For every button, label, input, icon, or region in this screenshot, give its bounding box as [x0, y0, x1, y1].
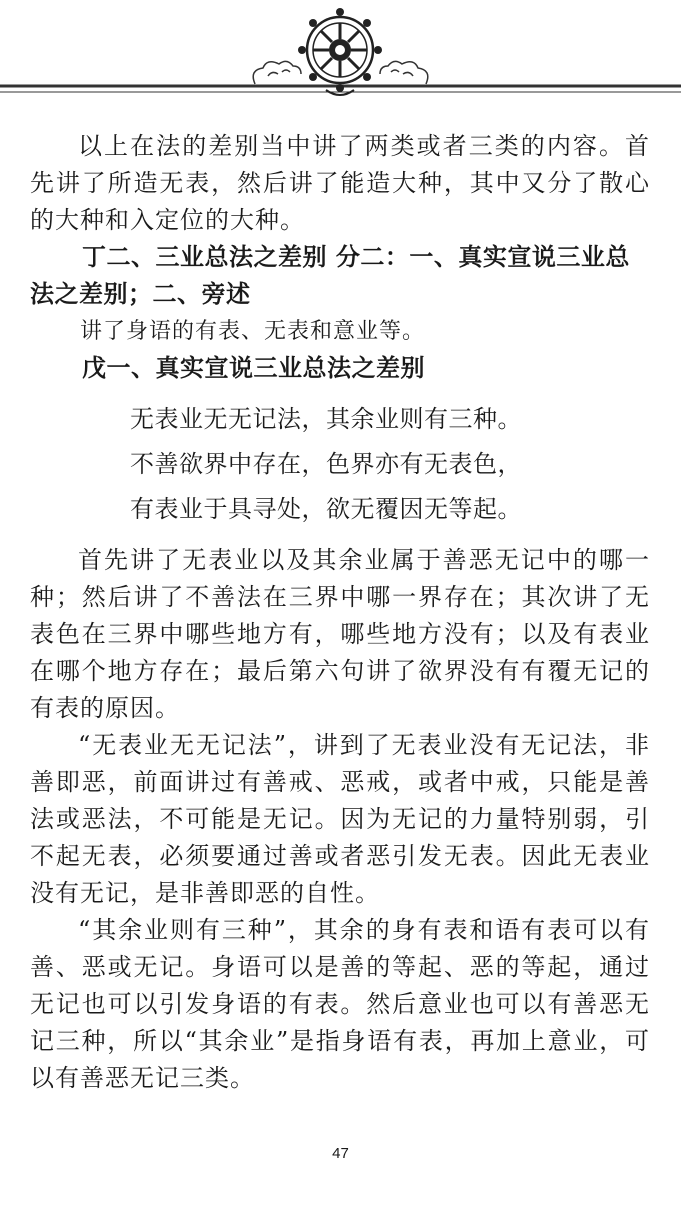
section-heading-ding2: 丁二、三业总法之差别 分二：一、真实宣说三业总法之差别；二、旁述: [30, 243, 630, 308]
cloud-scroll-right-icon: [380, 61, 428, 84]
section-heading-wu1: 戊一、真实宣说三业总法之差别: [82, 354, 425, 382]
body-paragraph: “其余业则有三种”，其余的身有表和语有表可以有善、恶或无记。身语可以是善的等起、恶的等起，通过无记也可以引发身语的有表。然后意业也可以有善恶无记三种，所以“其余业”是指身语有表，再加上意业，可以有善恶无记三类。: [30, 916, 650, 1092]
body-paragraph: “无表业无无记法”，讲到了无表业没有无记法，非善即恶，前面讲过有善戒、恶戒，或者中戒，只能是善法或恶法，不可能是无记。因为无记的力量特别弱，引不起无表，必须要通过善或者恶引发无表。因此无表业没有无记，是非善即恶的自性。: [30, 731, 650, 907]
verse-line: 无表业无无记法，其余业则有三种。: [130, 405, 522, 433]
page-header: [0, 0, 681, 110]
verse-line: 有表业于具寻处，欲无覆因无等起。: [130, 495, 522, 523]
header-ornament: [0, 0, 681, 110]
page-content: [30, 128, 650, 1097]
verse-block: [30, 397, 650, 532]
section-note: 讲了身语的有表、无表和意业等。: [80, 319, 426, 344]
page-number: 47: [332, 1145, 349, 1162]
body-paragraph: 首先讲了无表业以及其余业属于善恶无记中的哪一种；然后讲了不善法在三界中哪一界存在；其次讲了无表色在三界中哪些地方有，哪些地方没有；以及有表业在哪个地方存在；最后第六句讲了欲界没有有覆无记的有表的原因。: [30, 546, 650, 722]
verse-line: 不善欲界中存在，色界亦有无表色，: [130, 450, 522, 478]
intro-paragraph: 以上在法的差别当中讲了两类或者三类的内容。首先讲了所造无表，然后讲了能造大种，其中又分了散心的大种和入定位的大种。: [30, 132, 650, 234]
cloud-scroll-left-icon: [253, 61, 301, 84]
dharma-wheel-icon: [298, 8, 382, 95]
